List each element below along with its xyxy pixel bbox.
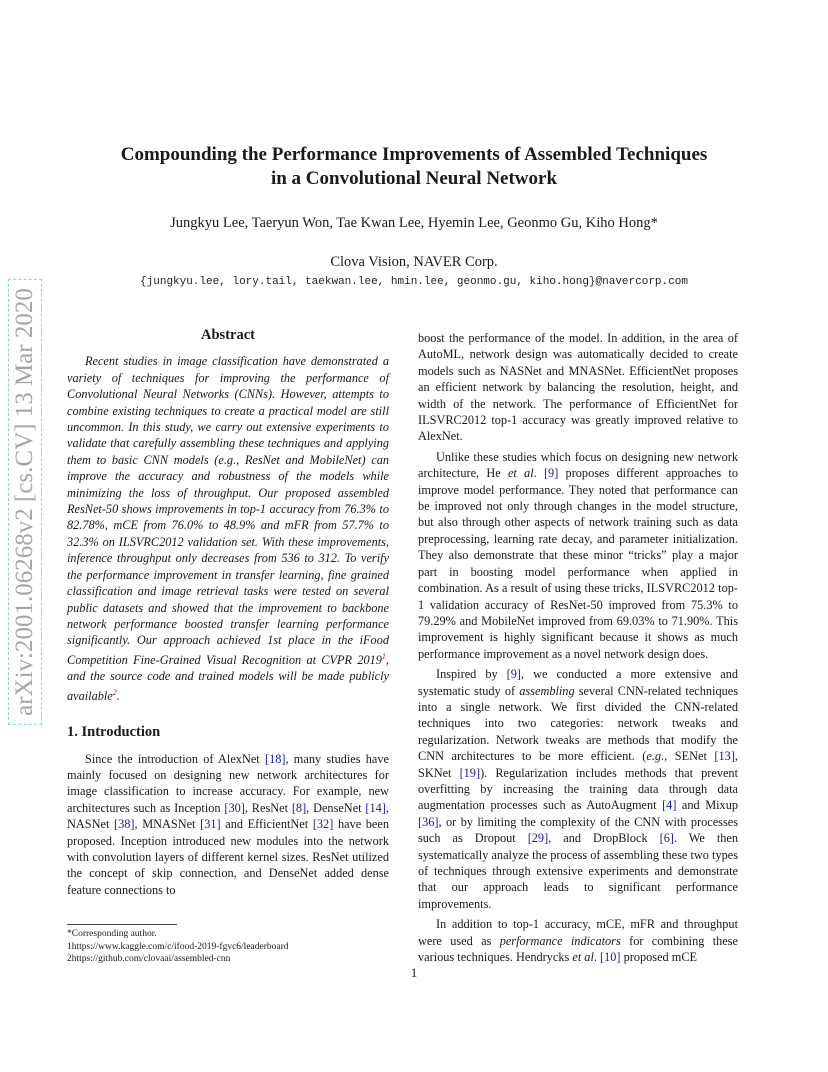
intro-text: , DenseNet bbox=[306, 800, 366, 815]
arxiv-stamp bbox=[10, 252, 40, 752]
intro-text: , ResNet bbox=[244, 800, 292, 815]
intro-text: have been proposed. Inception introduced new modules into the network with convolution layers of different kernel sizes. ResNet utilized the concept of skip connection, and DenseNet added dense feature connections to bbox=[67, 817, 389, 897]
body-text: several CNN-related techniques into a single network. We first divided the CNN-related techniques into two categories: network tweaks and regularization. Network tweaks are methods that modify the CNN architectures to be more efficient. ( bbox=[418, 683, 738, 764]
footnote-divider bbox=[67, 924, 177, 925]
intro-text: , MNASNet bbox=[134, 817, 201, 832]
body-text: et al bbox=[507, 466, 534, 481]
citation-8[interactable]: [8] bbox=[291, 800, 307, 815]
body-text: , or by limiting the complexity of the CNN with processes such as Dropout bbox=[418, 814, 738, 846]
footnote-ref-1[interactable]: 1 bbox=[381, 651, 386, 661]
body-text: , SENet bbox=[664, 749, 715, 764]
page-number: 1 bbox=[410, 965, 418, 980]
body-text: proposed mCE bbox=[620, 950, 698, 965]
citation-4[interactable]: [4] bbox=[662, 798, 677, 813]
citation-18[interactable]: [18] bbox=[264, 751, 286, 766]
abstract-heading: Abstract bbox=[201, 327, 255, 343]
intro-text: Since the introduction of AlexNet bbox=[85, 751, 265, 766]
intro-paragraph bbox=[67, 751, 389, 899]
affiliation: Clova Vision, NAVER Corp. bbox=[330, 254, 498, 270]
right-paragraph-2 bbox=[418, 666, 738, 912]
paper-title-line-1: Compounding the Performance Improvements of Assembled Techniques bbox=[120, 144, 708, 165]
citation-36[interactable]: [36] bbox=[418, 814, 439, 829]
citation-38[interactable]: [38] bbox=[113, 817, 135, 832]
section-heading-introduction: 1. Introduction bbox=[67, 724, 161, 741]
footnote-corresponding: *Corresponding author. bbox=[67, 929, 157, 939]
right-column bbox=[418, 330, 738, 965]
left-column bbox=[67, 327, 389, 898]
abstract-text-b: , and the source code and trained models will be made publicly available bbox=[67, 652, 389, 703]
intro-text: , many studies have mainly focused on designing new network architectures for image classification to increase accuracy. For example, new architectures such as Inception bbox=[67, 751, 390, 815]
author-list: Jungkyu Lee, Taeryun Won, Tae Kwan Lee, Hyemin Lee, Geonmo Gu, Kiho Hong* bbox=[170, 215, 658, 231]
footnotes bbox=[67, 928, 387, 966]
abstract-body bbox=[67, 353, 389, 704]
body-text: Inspired by bbox=[436, 667, 507, 682]
citation-19[interactable]: [19] bbox=[459, 765, 481, 780]
body-text: e.g. bbox=[646, 749, 665, 764]
citation-14[interactable]: [14] bbox=[365, 800, 386, 815]
abstract-text-a: Recent studies in image classification have demonstrated a variety of techniques for improving the performance of Convolutional Neural Networks (CNNs). However, attempts to combine existing techniques to create a practical model are still uncommon. In this study, we carry out extensive experiments to validate that carefully assembling these techniques and applying them to basic CNN models (e.g., ResNet and MobileNet) can improve the accuracy and robustness of the models while minimizing the loss of throughput. Our proposed assembled ResNet-50 shows improvements in top-1 accuracy from 76.3% to 82.78%, mCE from 76.0% to 48.9% and mFR from 57.7% to 32.3% on ILSVRC2012 validation set. With these improvements, inference throughput only decreases from 536 to 312. To verify the performance improvement in transfer learning, fine grained classification and image retrieval tasks were tested on several public datasets and showed that the improvement to backbone network performance boosted transfer learning performance significantly. Our approach achieved 1st place in the iFood Competition Fine-Grained Visual Recognition at CVPR 2019 bbox=[67, 354, 389, 667]
citation-32[interactable]: [32] bbox=[312, 817, 334, 832]
body-text: for combining these various techniques. Hendrycks bbox=[418, 933, 738, 965]
body-text: performance indicators bbox=[499, 933, 621, 948]
footnote-1[interactable]: 1https://www.kaggle.com/c/ifood-2019-fgvc6/leaderboard bbox=[67, 941, 289, 952]
citation-9[interactable]: [9] bbox=[506, 667, 521, 682]
body-text: , and DropBlock bbox=[548, 831, 660, 846]
body-text: In addition to top-1 accuracy, mCE, mFR and throughput were used as bbox=[418, 917, 738, 948]
intro-text: and EfficientNet bbox=[220, 817, 313, 832]
body-text: proposes different approaches to improve model performance. They noted that performance can be improved not only through changes in the model structure, but also through other aspects of network training such as data preprocessing, learning rate decay, and parameter initialization. They also demonstrate that these minor “tricks” play a major part in boosting model performance when applied in combination. As a result of using these tricks, ILSVRC2012 top-1 validation accuracy of ResNet-50 improved from 75.3% to 79.29% and MobileNet improved from 69.03% to 71.90%. This improvement is highly significant because it shows as much performance improvement as a novel network design does. bbox=[418, 466, 738, 661]
citation-10[interactable]: [10] bbox=[600, 950, 621, 965]
arxiv-stamp-text: arXiv:2001.06268v2 [cs.CV] 13 Mar 2020 bbox=[8, 279, 42, 725]
citation-6[interactable]: [6] bbox=[659, 831, 674, 846]
intro-text: , NASNet bbox=[67, 800, 389, 832]
citation-30[interactable]: [30] bbox=[224, 800, 245, 815]
citation-29[interactable]: [29] bbox=[527, 831, 549, 846]
right-paragraph-3 bbox=[418, 916, 738, 965]
paper-title-line-2: in a Convolutional Neural Network bbox=[270, 168, 558, 189]
body-text: assembling bbox=[519, 683, 575, 698]
body-text: and Mixup bbox=[676, 798, 738, 813]
body-text: Unlike these studies which focus on designing new network architecture, He bbox=[418, 449, 738, 481]
body-text: et al bbox=[572, 950, 594, 965]
author-emails: {jungkyu.lee, lory.tail, taekwan.lee, hmin.lee, geonmo.gu, kiho.hong}@navercorp.com bbox=[140, 276, 688, 288]
body-text: . bbox=[593, 950, 601, 965]
footnote-ref-2[interactable]: 2 bbox=[112, 687, 117, 697]
abstract-text-c: . bbox=[116, 688, 120, 703]
body-text: , SKNet bbox=[418, 749, 738, 780]
right-paragraph-1 bbox=[418, 449, 738, 662]
footnote-2[interactable]: 2https://github.com/clovaai/assembled-cnn bbox=[67, 954, 231, 964]
body-text: . We then systematically analyze the process of assembling these two types of techniques through extensive experiments and demonstrate that our approach leads to significant performance improvements. bbox=[418, 831, 738, 911]
body-text: ). Regularization includes methods that prevent overfitting by increasing the training data through data augmentation processes such as AutoAugment bbox=[418, 765, 738, 813]
citation-9[interactable]: [9] bbox=[543, 466, 559, 481]
right-paragraph-0: boost the performance of the model. In addition, in the area of AutoML, network design was automatically decided to create models such as NASNet and MNASNet. EfficientNet proposes an efficient network by balancing the resolution, height, and width of the network. The performance of EfficientNet for ILSVRC2012 top-1 accuracy was greatly improved relative to AlexNet. bbox=[418, 331, 738, 444]
citation-13[interactable]: [13] bbox=[714, 749, 735, 764]
body-text: , we conducted a more extensive and systematic study of bbox=[418, 667, 738, 698]
citation-31[interactable]: [31] bbox=[200, 817, 221, 832]
body-text: . bbox=[533, 466, 544, 481]
